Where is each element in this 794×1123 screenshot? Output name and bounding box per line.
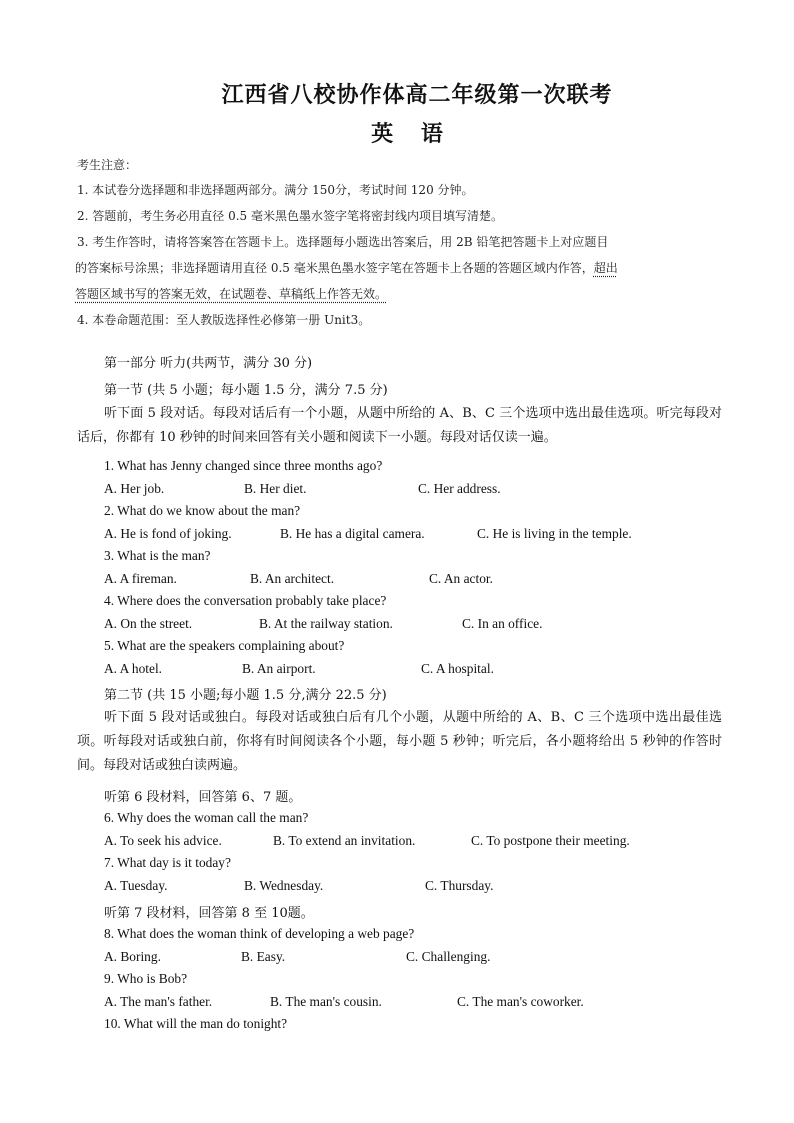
q7-option-b: B. Wednesday. xyxy=(244,878,324,893)
q9-option-c: C. The man's coworker. xyxy=(457,994,584,1009)
q8-option-b: B. Easy. xyxy=(241,949,286,964)
q3-option-b: B. An architect. xyxy=(250,571,335,586)
q6-option-a: A. To seek his advice. xyxy=(104,833,222,848)
q2-option-a: A. He is fond of joking. xyxy=(104,526,232,541)
note-4: 4. 本卷命题范围：至人教版选择性必修第一册 Unit3。 xyxy=(77,313,371,327)
q4-option-c: C. In an office. xyxy=(462,616,543,631)
question-5: 5. What are the speakers complaining about? xyxy=(104,638,345,653)
q6-option-b: B. To extend an invitation. xyxy=(273,833,416,848)
q4-option-b: B. At the railway station. xyxy=(259,616,393,631)
question-4: 4. Where does the conversation probably take place? xyxy=(104,593,387,608)
q9-option-b: B. The man's cousin. xyxy=(270,994,382,1009)
q7-option-c: C. Thursday. xyxy=(425,878,494,893)
section2-instructions: 听下面 5 段对话或独白。每段对话或独白后有几个小题，从题中所给的 A、B、C 三个选项中选出最佳选项。听每段对话或独白前，你将有时间阅读各个小题，每小题 5 秒钟；听完后，各小题将给出 5 秒钟的作答时间。每段对话或独白读两遍。 xyxy=(77,710,722,773)
q5-option-c: C. A hospital. xyxy=(421,661,494,676)
q1-option-c: C. Her address. xyxy=(418,481,501,496)
q6-option-c: C. To postpone their meeting. xyxy=(471,833,630,848)
q8-option-a: A. Boring. xyxy=(104,949,161,964)
part1-heading: 第一部分 听力(共两节，满分 30 分) xyxy=(104,356,313,371)
q8-option-c: C. Challenging. xyxy=(406,949,491,964)
note-3-line-2: 的答案标号涂黑；非选择题请用直径 0.5 毫米黑色墨水签字笔在答题卡上各题的答题区域内作答， xyxy=(75,261,594,275)
note-3-line-1: 3. 考生作答时，请将答案答在答题卡上。选择题每小题选出答案后，用 2B 铅笔把答题卡上对应题目 xyxy=(77,235,609,249)
note-1: 1. 本试卷分选择题和非选择题两部分。满分 150分，考试时间 120 分钟。 xyxy=(77,183,474,197)
note-3-line-2-wrap xyxy=(75,259,618,276)
question-1: 1. What has Jenny changed since three months ago? xyxy=(104,458,383,473)
exam-title: 江西省八校协作体高二年级第一次联考 xyxy=(221,82,613,108)
q2-option-c: C. He is living in the temple. xyxy=(477,526,632,541)
q2-option-b: B. He has a digital camera. xyxy=(280,526,425,541)
question-8: 8. What does the woman think of developing a web page? xyxy=(104,926,415,941)
q5-option-b: B. An airport. xyxy=(242,661,316,676)
note-3-emphasis-1: 超出 xyxy=(593,261,618,275)
material-7-instruction: 听第 7 段材料，回答第 8 至 10题。 xyxy=(104,906,314,921)
question-3: 3. What is the man? xyxy=(104,548,211,563)
q5-option-a: A. A hotel. xyxy=(104,661,163,676)
question-6: 6. Why does the woman call the man? xyxy=(104,810,309,825)
note-2: 2. 答题前，考生务必用直径 0.5 毫米黑色墨水签字笔将密封线内项目填写清楚。 xyxy=(77,209,503,223)
section2-heading: 第二节 (共 15 小题;每小题 1.5 分,满分 22.5 分) xyxy=(104,688,387,703)
section1-instructions: 听下面 5 段对话。每段对话后有一个小题，从题中所给的 A、B、C 三个选项中选出最佳选项。听完每段对话后，你都有 10 秒钟的时间来回答有关小题和阅读下一小题。每段对话仅读一遍。 xyxy=(77,406,722,445)
note-3-line-3: 答题区域书写的答案无效，在试题卷、草稿纸上作答无效。 xyxy=(75,287,388,301)
section1-heading: 第一节 (共 5 小题；每小题 1.5 分，满分 7.5 分) xyxy=(104,383,388,398)
q7-option-a: A. Tuesday. xyxy=(104,878,168,893)
notes-heading: 考生注意： xyxy=(77,158,138,172)
q3-option-c: C. An actor. xyxy=(429,571,493,586)
q1-option-a: A. Her job. xyxy=(104,481,165,496)
q1-option-b: B. Her diet. xyxy=(244,481,307,496)
question-7: 7. What day is it today? xyxy=(104,855,231,870)
q9-option-a: A. The man's father. xyxy=(104,994,213,1009)
q3-option-a: A. A fireman. xyxy=(104,571,177,586)
subject-title: 英 语 xyxy=(371,121,453,147)
material-6-instruction: 听第 6 段材料，回答第 6、7 题。 xyxy=(104,790,302,805)
question-9: 9. Who is Bob? xyxy=(104,971,188,986)
question-2: 2. What do we know about the man? xyxy=(104,503,301,518)
question-10: 10. What will the man do tonight? xyxy=(104,1016,288,1031)
q4-option-a: A. On the street. xyxy=(104,616,193,631)
